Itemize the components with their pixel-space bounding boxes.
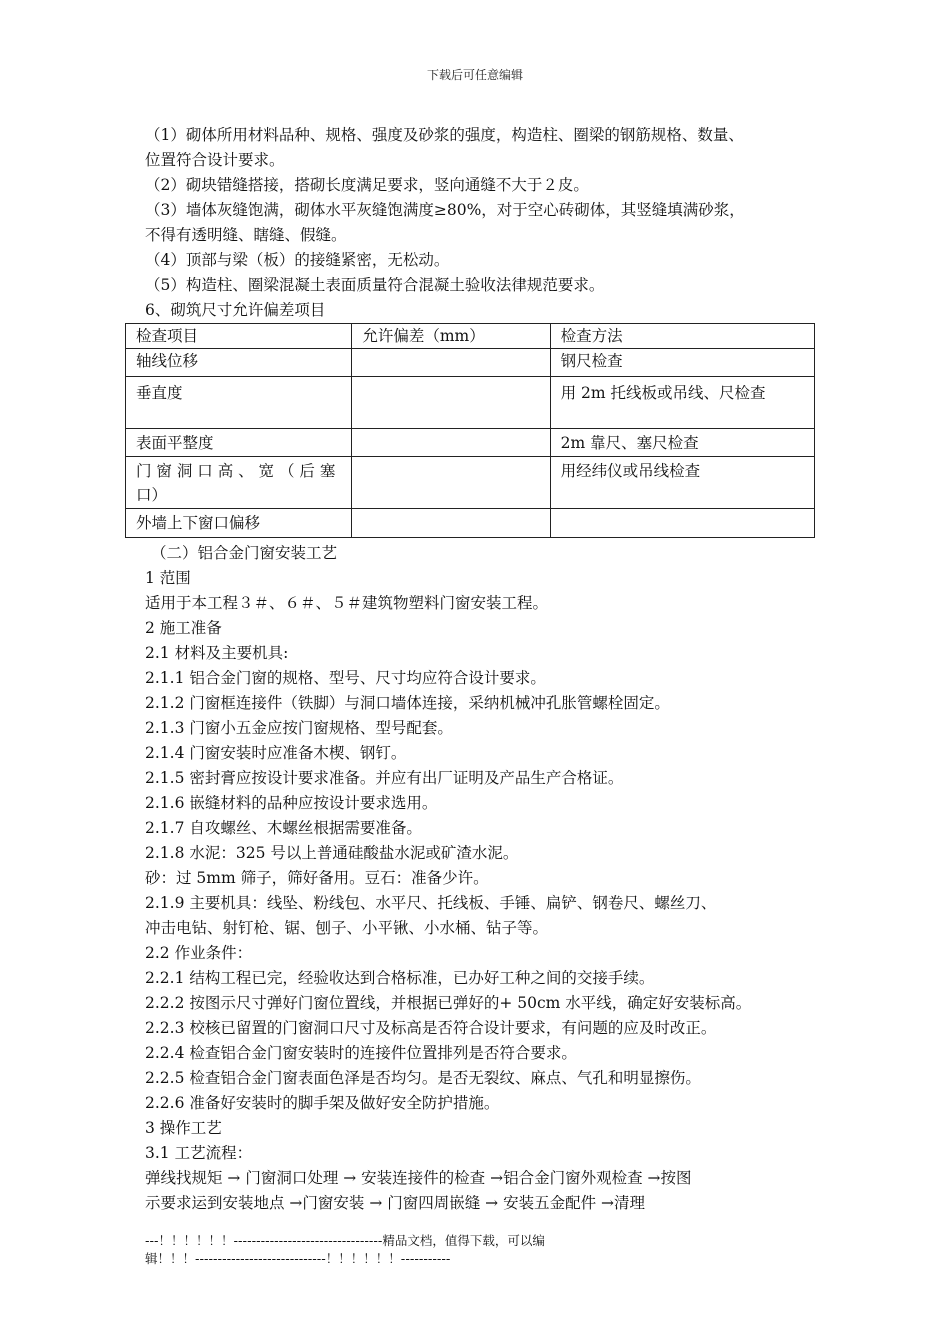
process-flow-line: 弹线找规矩 → 门窗洞口处理 → 安装连接件的检查 →铝合金门窗外观检查 →按图 xyxy=(145,1169,692,1187)
table-cell xyxy=(352,429,550,457)
section-heading: （二）铝合金门窗安装工艺 xyxy=(151,544,338,562)
body-line: 1 范围 xyxy=(145,569,191,587)
intro-line: （2）砌块错缝搭接，搭砌长度满足要求，竖向通缝不大于２皮。 xyxy=(145,176,589,194)
body-line: 2.1.2 门窗框连接件（铁脚）与洞口墙体连接，采纳机械冲孔胀管螺栓固定。 xyxy=(145,694,670,712)
table-cell xyxy=(352,349,550,377)
body-line: 适用于本工程３＃、６＃、５＃建筑物塑料门窗安装工程。 xyxy=(145,594,549,612)
page-header: 下载后可任意编辑 xyxy=(426,68,523,82)
table-cell: 门 窗 洞 口 高 、 宽 （ 后 塞 口） xyxy=(126,457,352,509)
intro-section xyxy=(145,123,825,323)
intro-line: （3）墙体灰缝饱满，砌体水平灰缝饱满度≥80%，对于空心砖砌体，其竖缝填满砂浆， xyxy=(145,201,745,219)
tolerance-table xyxy=(125,323,815,538)
table-cell xyxy=(352,377,550,429)
intro-line: 不得有透明缝、瞎缝、假缝。 xyxy=(145,226,347,244)
intro-line: （1）砌体所用材料品种、规格、强度及砂浆的强度，构造柱、圈梁的钢筋规格、数量、 xyxy=(145,126,744,144)
table-cell xyxy=(352,457,550,509)
table-row xyxy=(126,349,815,377)
table-cell: 轴线位移 xyxy=(126,349,352,377)
body-line: 2.1.7 自攻螺丝、木螺丝根据需要准备。 xyxy=(145,819,422,837)
table-cell: 2m 靠尺、塞尺检查 xyxy=(550,429,814,457)
table-row xyxy=(126,509,815,538)
body-line: 2.2 作业条件： xyxy=(145,944,253,962)
table-cell: 用 2m 托线板或吊线、尺检查 xyxy=(550,377,814,429)
process-flow-line: 示要求运到安装地点 →门窗安装 → 门窗四周嵌缝 → 安装五金配件 →清理 xyxy=(145,1194,646,1212)
body-line: 2.1.9 主要机具：线坠、粉线包、水平尺、托线板、手锤、扁铲、钢卷尺、螺丝刀、 xyxy=(145,894,717,912)
body-line: 2.1.5 密封膏应按设计要求准备。并应有出厂证明及产品生产合格证。 xyxy=(145,769,624,787)
footer-line: 辑！！！-----------------------------！！！！！！----------- xyxy=(145,1251,451,1266)
body-line: 2.2.6 准备好安装时的脚手架及做好安全防护措施。 xyxy=(145,1094,500,1112)
body-line: 砂：过 5mm 筛子，筛好备用。豆石：准备少许。 xyxy=(145,869,489,887)
table-cell: 垂直度 xyxy=(126,377,352,429)
body-section xyxy=(145,541,825,1216)
page-footer xyxy=(145,1232,615,1268)
body-line: 2.2.3 校核已留置的门窗洞口尺寸及标高是否符合设计要求，有问题的应及时改正。 xyxy=(145,1019,717,1037)
table-cell: 钢尺检查 xyxy=(550,349,814,377)
body-line: 2.1.8 水泥：325 号以上普通硅酸盐水泥或矿渣水泥。 xyxy=(145,844,519,862)
table-header-row xyxy=(126,324,815,349)
table-row xyxy=(126,457,815,509)
body-line: 2 施工准备 xyxy=(145,619,222,637)
body-line: 冲击电钻、射钉枪、锯、刨子、小平锹、小水桶、钻子等。 xyxy=(145,919,549,937)
body-line: 2.1 材料及主要机具: xyxy=(145,644,289,662)
table-cell xyxy=(352,509,550,538)
table-cell: 用经纬仪或吊线检查 xyxy=(550,457,814,509)
body-line: 2.1.3 门窗小五金应按门窗规格、型号配套。 xyxy=(145,719,453,737)
footer-line: ---！！！！！！---------------------------------精品文档，值得下载，可以编 xyxy=(145,1233,545,1248)
body-line: 2.2.1 结构工程已完，经验收达到合格标准，已办好工种之间的交接手续。 xyxy=(145,969,655,987)
table-cell xyxy=(550,509,814,538)
body-line: 2.2.2 按图示尺寸弹好门窗位置线，并根据已弹好的+ 50cm 水平线，确定好安装标高。 xyxy=(145,994,752,1012)
intro-line: （4）顶部与梁（板）的接缝紧密，无松动。 xyxy=(145,251,450,269)
table-cell: 外墙上下窗口偏移 xyxy=(126,509,352,538)
table-row xyxy=(126,377,815,429)
body-line: 3.1 工艺流程： xyxy=(145,1144,253,1162)
table-row xyxy=(126,429,815,457)
body-line: 2.1.1 铝合金门窗的规格、型号、尺寸均应符合设计要求。 xyxy=(145,669,546,687)
body-line: 2.1.6 嵌缝材料的品种应按设计要求选用。 xyxy=(145,794,438,812)
intro-line: 位置符合设计要求。 xyxy=(145,151,285,169)
intro-line: （5）构造柱、圈梁混凝土表面质量符合混凝土验收法律规范要求。 xyxy=(145,276,605,294)
body-line: 3 操作工艺 xyxy=(145,1119,222,1137)
body-line: 2.2.4 检查铝合金门窗安装时的连接件位置排列是否符合要求。 xyxy=(145,1044,577,1062)
table-header-cell: 检查方法 xyxy=(550,324,814,349)
body-line: 2.2.5 检查铝合金门窗表面色泽是否均匀。是否无裂纹、麻点、气孔和明显擦伤。 xyxy=(145,1069,701,1087)
table-cell: 表面平整度 xyxy=(126,429,352,457)
table-header-cell: 允许偏差（mm） xyxy=(352,324,550,349)
table-header-cell: 检查项目 xyxy=(126,324,352,349)
section-heading: 6、砌筑尺寸允许偏差项目 xyxy=(145,301,326,319)
body-line: 2.1.4 门窗安装时应准备木楔、钢钉。 xyxy=(145,744,407,762)
